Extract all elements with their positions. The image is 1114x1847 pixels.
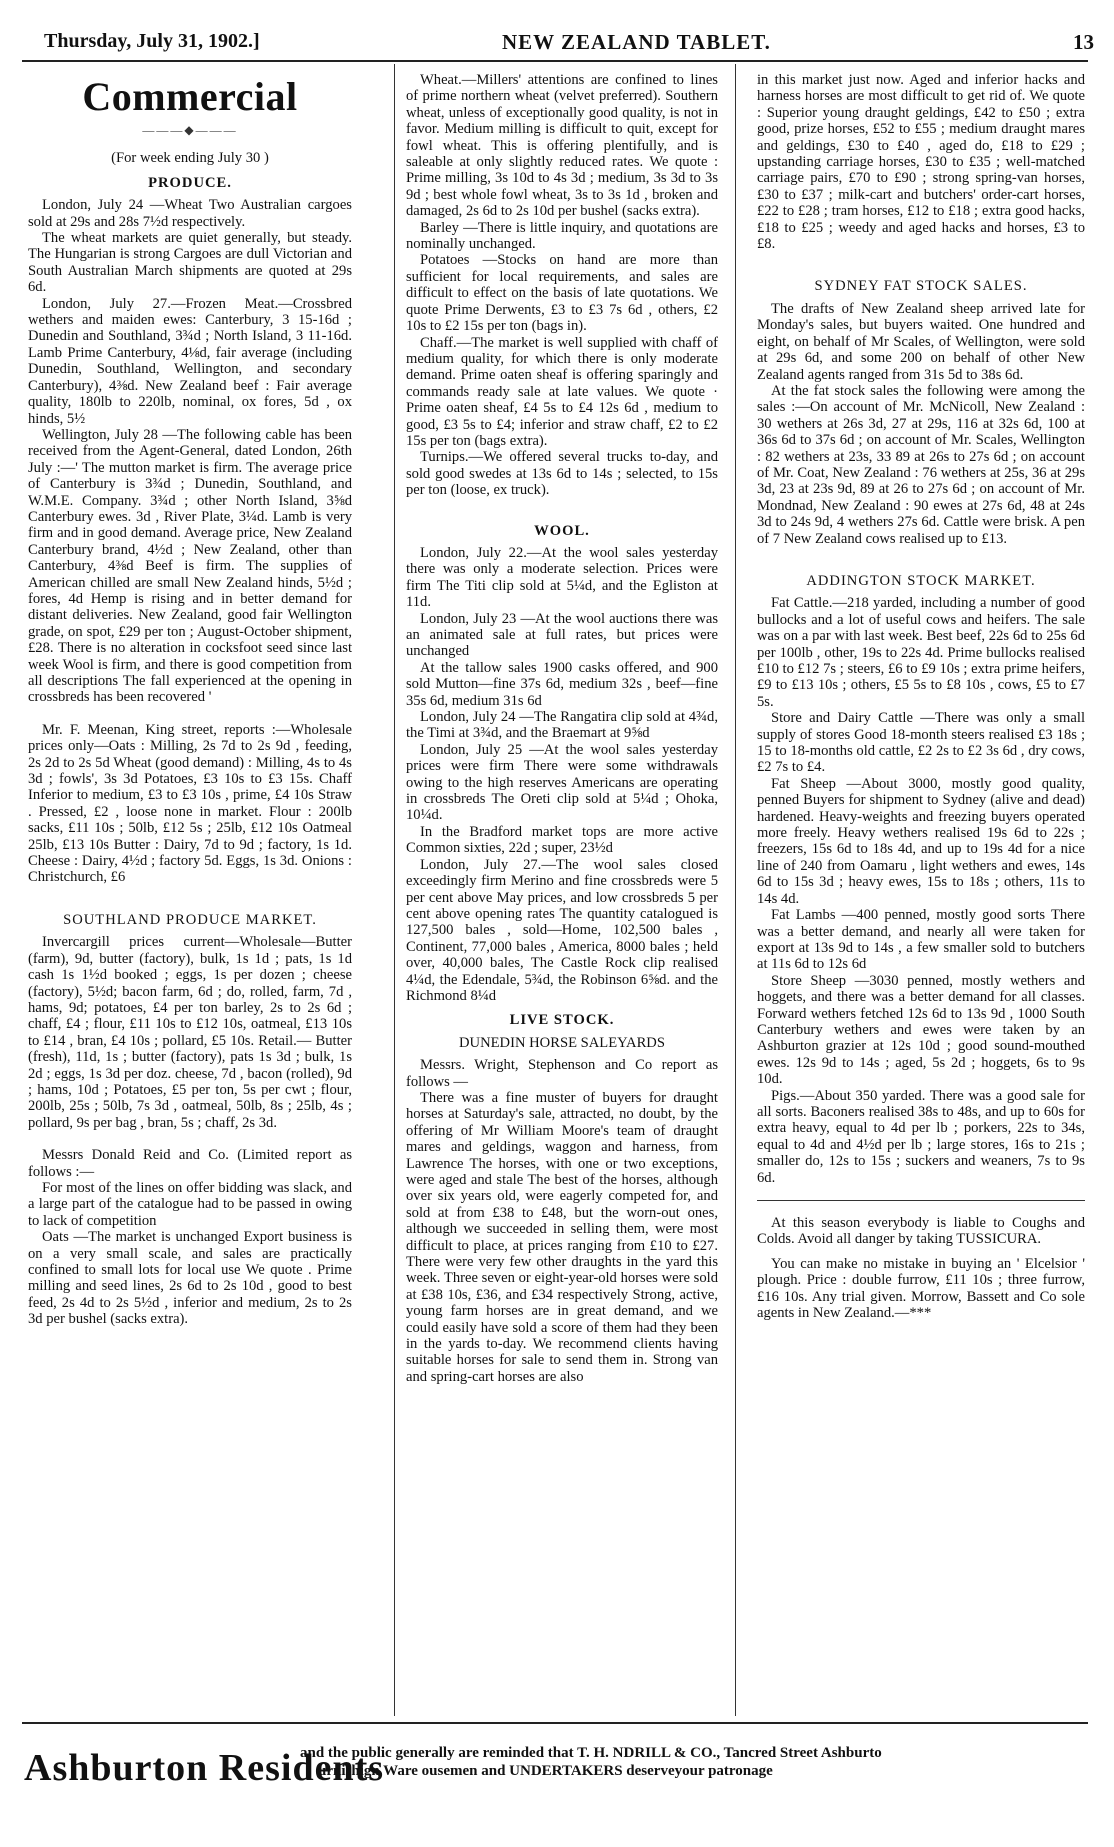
paragraph: Wellington, July 28 —The following cable has been received from the Agent-General, dated London, 26th July :—' The mutton market is firm. The average price of Canterbury is 3¾d ; Dunedin, Southland, and W.M.E. Company. 3¾d ; other North Island, 3⅝d Canterbury ewes. 3d , River Plate, 3¼d. Lamb is very firm and in good demand. Average price, New Zealand Canterbury brand, 4½d ; New Zealand, other than Canterbury, 4⅜d Beef is firm. The supplies of American chilled are small New Zealand hinds, 5½d ; fores, 4d Hemp is rising and in better demand for distant deliveries. New Zealand, good fair Wellington grade, on spot, £29 per ton ; August-October shipment, £28. There is no alteration in cocksfoot seed since last week Wool is firm, and there is good competition from all descriptions The fall experienced at the opening in crossbreds has been recovered '	[28, 426, 352, 706]
paragraph: Wheat.—Millers' attentions are confined to lines of prime northern wheat (velvet preferred). Southern wheat, unless of exceptionally good quality, is not in favor. Medium milling is difficult to quit, except for fowl wheat. This is offering plentifully, and is saleable at only slightly reduced rates. We quote : Prime milling, 3s 10d to 4s 3d ; medium, 3s 3d to 3s 9d ; best whole fowl wheat, 3s to 3s 1d , broken and damaged, 2s 6d to 2s 10d per bushel (sacks extra).	[406, 72, 718, 220]
footer-headline: Ashburton Residents	[24, 1747, 385, 1789]
page-header	[44, 26, 1094, 56]
column-3	[757, 72, 1085, 1712]
column-2	[406, 72, 718, 1712]
paragraph: Potatoes —Stocks on hand are more than sufficient for local requirements, and sales are difficult to effect on the basis of late quotations. We quote Prime Derwents, £3 to £3 7s 6d , others, £2 10s to £2 15s per ton (bags in).	[406, 252, 718, 335]
paragraph: Messrs Donald Reid and Co. (Limited report as follows :—	[28, 1147, 352, 1180]
header-paper-name: NEW ZEALAND TABLET.	[502, 30, 771, 54]
southland-heading: SOUTHLAND PRODUCE MARKET.	[63, 911, 317, 928]
paragraph: Fat Cattle.—218 yarded, including a number of good bullocks and a lot of useful cows and heifers. The sale was on a par with last week. Best beef, 22s 6d to 25s 6d per 100lb , other, 19s to 22s 4d. Prime bullocks realised £10 to £12 7s ; steers, £6 to £9 10s ; extra prime heifers, £9 to £13 10s ; others, £5 5s to £8 10s , cows, £5 to £7 5s.	[757, 595, 1085, 710]
addington-heading: ADDINGTON STOCK MARKET.	[806, 572, 1036, 589]
footer-line: urnishign Ware ousemen and UNDERTAKERS deserveyour patronage	[318, 1763, 773, 1779]
paragraph: London, July 27.—The wool sales closed exceedingly firm Merino and fine crossbreds were 5 per cent above May prices, and low crossbreds 5 per cent above opening rates The quantity catalogued is 127,500 bales , sold—Home, 102,500 bales , Continent, 77,000 bales , America, 8000 bales ; held over, 40,000 bales, The Castle Rock clip realised 4¼d, the Edendale, 5¾d, the Robinson 6⅝d. and the Richmond 8¼d	[406, 856, 718, 1004]
horse-saleyards-heading: DUNEDIN HORSE SALEYARDS	[459, 1034, 665, 1051]
paragraph: London, July 27.—Frozen Meat.—Crossbred wethers and maiden ewes: Canterbury, 3 15-16d ; Dunedin and Southland, 3¾d ; North Island, 3 11-16d. Lamb Prime Canterbury, 4⅛d, fair average (including Dunedin, Southland, Wellington, and secondary Canterbury), 4⅜d. New Zealand beef : Fair average quality, 180lb to 220lb, nominal, ox fores, 5d , ox hinds, 5½	[28, 295, 352, 427]
paragraph: London, July 25 —At the wool sales yesterday prices were firm There were some withdrawals owing to the high reserves Americans are operating in crossbreds The Oreti clip sold at 5¼d ; Ohoka, 10¼d.	[406, 741, 718, 824]
advertisement: At this season everybody is liable to Coughs and Colds. Avoid all danger by taking TUSSICURA.	[757, 1215, 1085, 1248]
paragraph: in this market just now. Aged and inferior hacks and harness horses are most difficult to get rid of. We quote : Superior young draught geldings, £42 to £50 ; extra good, prize horses, £52 to £55 ; medium draught mares and geldings, £30 to £40 , aged do, £18 to £29 ; upstanding carriage horses, £30 to £35 ; well-matched carriage pairs, £70 to £90 ; strong spring-van horses, £30 to £37 ; milk-cart and butchers' order-cart horses, £22 to £28 ; tram horses, £12 to £18 ; extra good hacks, £18 to £25 ; weedy and aged hacks and horses, £3 to £8.	[757, 72, 1085, 253]
divider	[757, 1200, 1085, 1201]
live-stock-heading: LIVE STOCK.	[509, 1012, 615, 1029]
paragraph: For most of the lines on offer bidding was slack, and a large part of the catalogue had to be passed in owing to lack of competition	[28, 1179, 352, 1229]
paragraph: Messrs. Wright, Stephenson and Co report as follows —	[406, 1057, 718, 1090]
header-page-number: 13	[1073, 30, 1094, 54]
paragraph: London, July 22.—At the wool sales yesterday there was only a moderate selection. Prices were firm The Titi clip sold at 5¼d, and the Egliston at 11d.	[406, 544, 718, 611]
paragraph: Store and Dairy Cattle —There was only a small supply of stores Good 18-month steers realised £3 18s ; 15 to 18-months old cattle, £2 2s to £2 3s 6d , dry cows, £2 7s to £4.	[757, 710, 1085, 776]
paragraph: There was a fine muster of buyers for draught horses at Saturday's sale, attracted, no doubt, by the offering of Mr William Moore's team of draught mares and geldings, waggon and harness, from Lawrence The horses, with one or two exceptions, were aged and stale The best of the horses, although over six years old, were eagerly competed for, and sold at from £38 to £48, but the worn-out ones, although we succeeded in selling them, were most difficult to place, at prices ranging from £10 to £27. There were very few other draughts in the yard this week. Three seven or eight-year-old horses were sold at £38 10s, £36, and £34 respectively Strong, active, young farm horses are in great demand, and we could easily have sold a score of them had they been in the yards to-day. We recommend clients having suitable horses for sale to send them in. Strong van and spring-cart horses are also	[406, 1089, 718, 1385]
paragraph: The drafts of New Zealand sheep arrived late for Monday's sales, but buyers waited. One hundred and eight, on behalf of Mr Scales, of Wellington, were sold at 29s 6d, and some 200 on behalf of other New Zealand agents ranged from 31s 5d to 38s 6d.	[757, 300, 1085, 383]
paragraph: London, July 23 —At the wool auctions there was an animated sale at full rates, but prices were unchanged	[406, 610, 718, 660]
paragraph: Barley —There is little inquiry, and quotations are nominally unchanged.	[406, 219, 718, 253]
title-ornament: ———◆———	[142, 123, 238, 137]
column-1	[28, 72, 352, 1712]
paragraph: London, July 24 —Wheat Two Australian cargoes sold at 29s and 28s 7½d respectively.	[28, 197, 352, 230]
paragraph: Invercargill prices current—Wholesale—Butter (farm), 9d, butter (factory), bulk, 1s 1d ; pats, 1s 1d cash 1s 1½d booked ; eggs, 1s per dozen ; cheese (factory), 5½d; bacon farm, 6d ; do, rolled, farm, 7d , hams, 9d; potatoes, £4 per ton barley, 2s to 2s 6d ; chaff, £4 ; flour, £11 10s to £12 10s, oatmeal, £13 10s to £14 , bran, £4 10s ; pollard, £5 10s. Retail.— Butter (fresh), 11d, 1s ; butter (factory), pats 1s 3d ; bulk, 1s 2d ; eggs, 1s 3d per doz. cheese, 7d , bacon (rolled), 9d ; hams, 10d ; Potatoes, £5 per ton, 5s per cwt ; flour, 200lb, 25s ; 50lb, 7s 3d , oatmeal, 50lb, 8s ; 25lb, 4s ; pollard, 9s per bag , bran, 5s ; chaff, 2s 3d.	[28, 934, 352, 1131]
paragraph: Chaff.—The market is well supplied with chaff of medium quality, for which there is only moderate demand. Prime oaten sheaf is offering sparingly and commands ready sale at late values. We quote · Prime oaten sheaf, £4 5s to £4 12s 6d , medium to good, £3 5s to £4; inferior and straw chaff, £2 to £2 15s per ton (bags extra).	[406, 334, 718, 449]
footer-line: and the public generally are reminded that T. H. NDRILL & CO., Tancred Street Ashburto	[300, 1745, 882, 1761]
paragraph: The wheat markets are quiet generally, but steady. The Hungarian is strong Cargoes are dull Victorian and South Australian March shipments are quoted at 29s 6d.	[28, 230, 352, 296]
footer-advertisement	[0, 1722, 1114, 1822]
paragraph: Fat Sheep —About 3000, mostly good quality, penned Buyers for shipment to Sydney (alive and dead) hardened. Heavy-weights and freezing buyers operated more freely. Heavy wethers realised 19s 6d to 22s ; freezers, 15s 6d to 18s 4d, and up to 19s 4d for a nice line of 240 from Oamaru , light wethers and ewes, 14s 6d to 15s 3d ; heavy ewes, 15s to 18s ; others, 11s to 14s 4d.	[757, 775, 1085, 907]
footer-rule	[22, 1722, 1088, 1724]
paragraph: London, July 24 —The Rangatira clip sold at 4¾d, the Timi at 3¾d, and the Braemart at 9⅝d	[406, 709, 718, 742]
paragraph: At the fat stock sales the following were among the sales :—On account of Mr. McNicoll, New Zealand : 30 wethers at 26s 3d, 27 at 29s, 116 at 32s 6d, 100 at 36s 6d to 37s 6d ; on account of Mr. Scales, Wellington : 82 wethers at 23s, 33 89 at 26s to 27s 6d ; on account of Mr. Coat, New Zealand : 76 wethers at 25s, 36 at 29s 3d, 23 at 23s 9d, 89 at 26 to 27s 6d ; on account of Mr. Mondnad, New Zealand : 90 ewes at 27s 6d, 48 at 24s 3d to 24s 9d, 4 wethers 27s 6d. Cattle were brisk. A pen of 7 New Zealand cows realised up to £13.	[757, 382, 1085, 547]
column-divider	[394, 64, 395, 1716]
paragraph: Fat Lambs —400 penned, mostly good sorts There was a better demand, and nearly all were taken for export at 13s 9d to 14s , a few smaller sold to butchers at 11s 6d to 12s 6d	[757, 907, 1085, 973]
sydney-heading: SYDNEY FAT STOCK SALES.	[814, 278, 1028, 295]
header-rule	[22, 60, 1088, 62]
paragraph: Oats —The market is unchanged Export business is on a very small scale, and sales are practically confined to small lots for local use We quote . Prime milling and seed lines, 2s 6d to 2s 10d , good to best feed, 2s 4d to 2s 5½d , inferior and medium, 2s to 2s 3d per bushel (sacks extra).	[28, 1229, 352, 1328]
paragraph: At the tallow sales 1900 casks offered, and 900 sold Mutton—fine 37s 6d, medium 32s , beef—fine 35s 6d, medium 31s 6d	[406, 659, 718, 709]
wool-heading: WOOL.	[534, 522, 590, 539]
paragraph: Pigs.—About 350 yarded. There was a good sale for all sorts. Baconers realised 38s to 48s, and up to 60s for extra heavy, equal to 4d per lb ; porkers, 22s to 34s, equal to 4d and 4½d per lb ; large stores, 16s to 21s ; smaller do, 12s to 15s ; suckers and weaners, 7s to 9s 6d.	[757, 1087, 1085, 1186]
section-title: Commercial	[82, 74, 298, 119]
column-divider	[735, 64, 736, 1716]
advertisement: You can make no mistake in buying an ' Elcelsior ' plough. Price : double furrow, £11 10s ; three furrow, £16 10s. Any trial given. Morrow, Bassett and Co sole agents in New Zealand.—***	[757, 1255, 1085, 1322]
produce-heading: PRODUCE.	[148, 174, 232, 191]
footer-text	[300, 1744, 1080, 1780]
paragraph: Turnips.—We offered several trucks to-day, and sold good swedes at 13s 6d to 14s ; selected, to 15s per ton (loose, ex truck).	[406, 449, 718, 499]
paragraph: Store Sheep —3030 penned, mostly wethers and hoggets, and there was a better demand for all classes. Forward wethers fetched 12s 6d to 13s 9d , 1000 South Canterbury wethers and ewes were taken by an Ashburton grazier at 12s 10d ; good sound-mouthed ewes. 12s 9d to 14s ; aged, 5s 2d ; hoggets, 6s to 9s 10d.	[757, 972, 1085, 1088]
header-date: Thursday, July 31, 1902.]	[44, 30, 260, 52]
section-subtitle: (For week ending July 30 )	[111, 150, 269, 167]
paragraph: In the Bradford market tops are more active Common sixties, 22d ; super, 23½d	[406, 823, 718, 857]
paragraph: Mr. F. Meenan, King street, reports :—Wholesale prices only—Oats : Milling, 2s 7d to 2s 9d , feeding, 2s 2d to 2s 5d Wheat (good demand) : Milling, 4s to 4s 3d ; fowls', 3s 3d Potatoes, £3 10s to £3 15s. Chaff Inferior to medium, £3 to £3 10s , prime, £4 10s Straw . Pressed, £2 , loose none in market. Flour : 200lb sacks, £11 10s ; 50lb, £12 5s ; 25lb, £12 10s Oatmeal 25lb, £13 10s Butter : Dairy, 7d to 9d ; factory, 1s 1d. Cheese : Dairy, 4½d ; factory 5d. Eggs, 1s 3d. Onions : Christchurch, £6	[28, 721, 352, 886]
